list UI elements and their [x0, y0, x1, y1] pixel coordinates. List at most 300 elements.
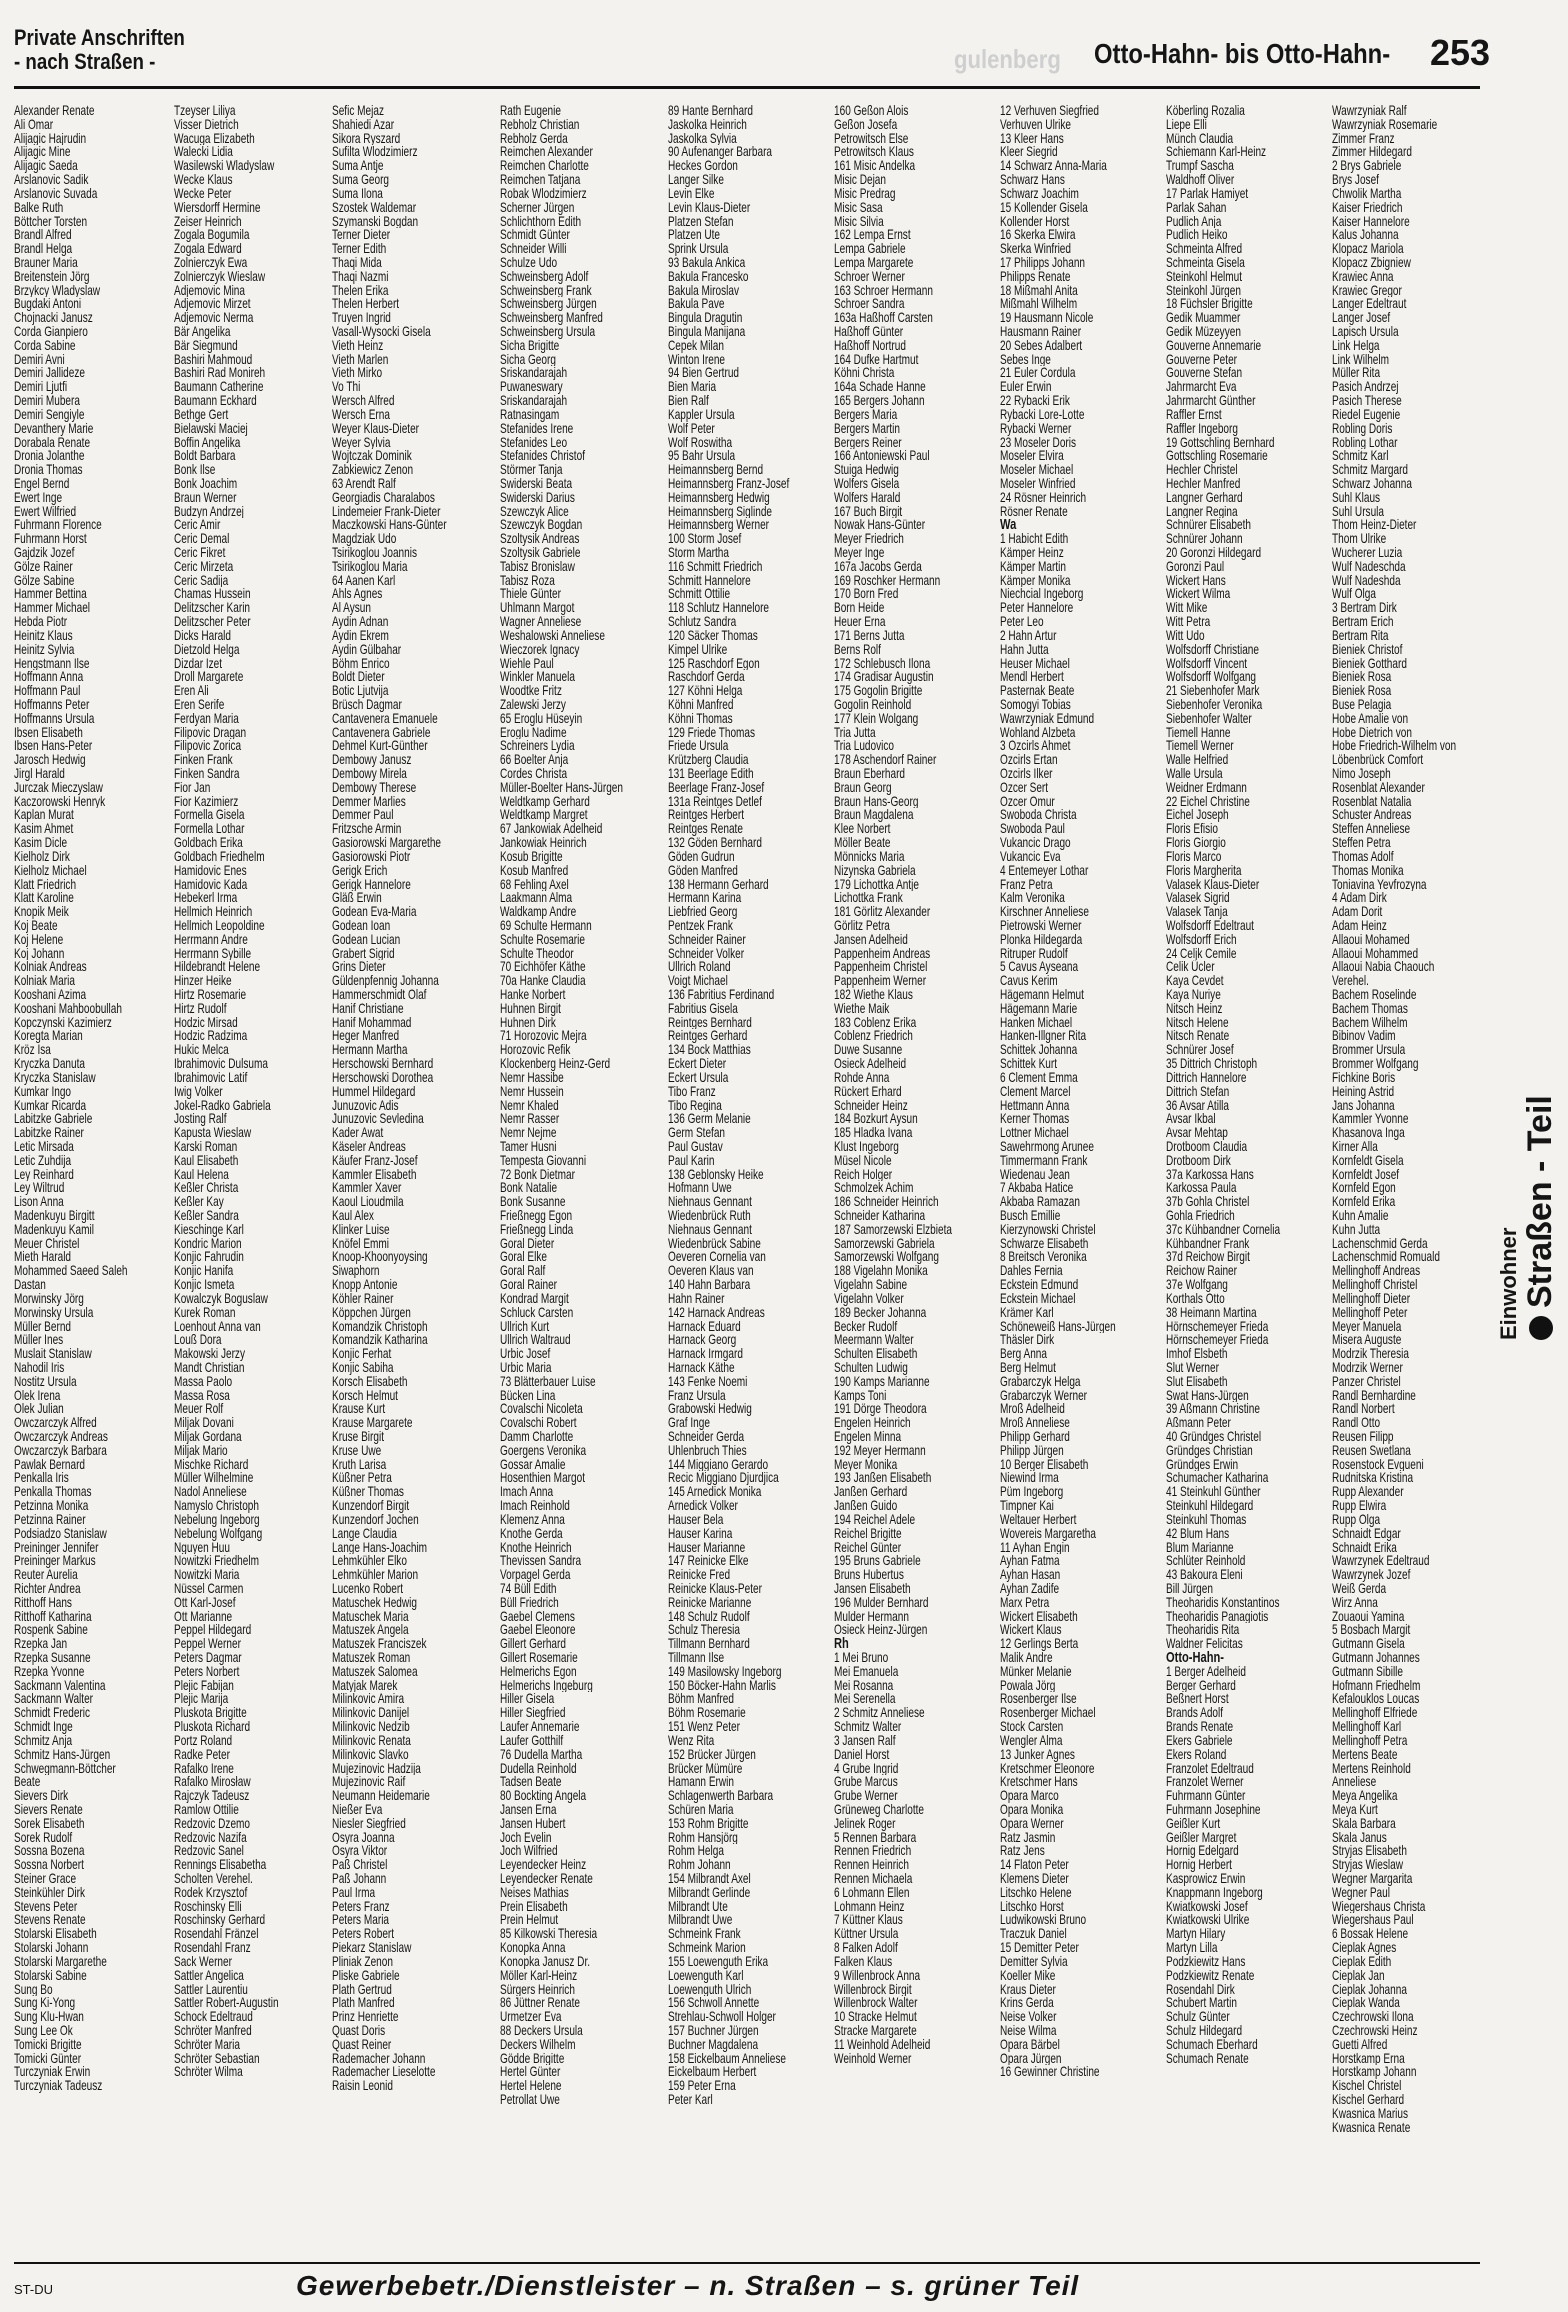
directory-entry: Krawiec Anna	[1332, 269, 1394, 284]
directory-entry: Kwasnica Renate	[1332, 2120, 1411, 2135]
directory-entry: Bugdaki Antoni	[14, 297, 82, 312]
directory-entry: Ozcirls Ertan	[1000, 753, 1058, 767]
directory-entry: Schnürer Elisabeth	[1166, 518, 1251, 533]
directory-entry: 89 Hante Bernhard	[668, 104, 754, 118]
directory-entry: Bonk Natalie	[500, 1181, 558, 1196]
directory-entry: Prein Helmut	[500, 1913, 559, 1928]
directory-entry: Pappenheim Andreas	[834, 946, 931, 961]
directory-entry: Milinkovic Danijel	[332, 1706, 410, 1721]
directory-entry: Demmer Paul	[332, 808, 394, 823]
directory-entry: Schmitz Walter	[834, 1720, 902, 1734]
directory-entry: Küßner Thomas	[332, 1485, 404, 1500]
directory-entry: Witt Mike	[1166, 601, 1208, 616]
directory-entry: Kondrad Margit	[500, 1291, 569, 1306]
directory-entry: Modrzik Theresia	[1332, 1347, 1409, 1361]
directory-entry: Zabkiewicz Zenon	[332, 463, 414, 477]
directory-entry: Dronia Jolanthe	[14, 449, 85, 464]
directory-entry: Boffin Angelika	[174, 435, 241, 450]
directory-entry: Korthals Otto	[1166, 1291, 1225, 1306]
directory-entry: 131a Reintges Detlef	[668, 794, 762, 809]
directory-entry: Ceric Fikret	[174, 546, 226, 560]
directory-entry: Krämer Karl	[1000, 1305, 1054, 1320]
directory-entry: Wiedenau Jean	[1000, 1167, 1070, 1182]
directory-entry: Covalschi Nicoleta	[500, 1402, 583, 1417]
directory-entry: Celik Ücler	[1166, 960, 1215, 975]
directory-entry: Nitsch Renate	[1166, 1029, 1230, 1044]
directory-entry: Hammer Michael	[14, 601, 91, 616]
directory-entry: 181 Görlitz Alexander	[834, 905, 931, 919]
directory-entry: Dembowy Janusz	[332, 753, 412, 767]
directory-entry: Hechler Manfred	[1166, 476, 1241, 491]
directory-entry: Suma Antje	[332, 159, 384, 174]
directory-entry: Frießnegg Linda	[500, 1222, 574, 1237]
directory-entry: Wulf Nadeschda	[1332, 559, 1406, 574]
directory-entry: Gasiorowski Piotr	[332, 849, 411, 864]
directory-entry: Hellmich Leopoldine	[174, 918, 265, 933]
directory-entry: 195 Bruns Gabriele	[834, 1554, 921, 1569]
directory-entry: Wagner Anneliese	[500, 615, 582, 629]
directory-entry: Mroß Anneliese	[1000, 1416, 1070, 1430]
directory-entry: Podzkiewitz Renate	[1166, 1968, 1255, 1983]
directory-entry: Dizdar Izet	[174, 656, 223, 671]
directory-entry: Gillert Rosemarie	[500, 1651, 578, 1665]
directory-entry: Rupp Alexander	[1332, 1485, 1404, 1500]
directory-entry: Filipovic Dragan	[174, 725, 247, 740]
directory-entry: Uhlenbruch Thies	[668, 1443, 747, 1458]
directory-entry: 5 Rennen Barbara	[834, 1830, 917, 1845]
directory-entry: Avsar Mehtap	[1166, 1126, 1228, 1140]
directory-entry: Peter Karl	[668, 2093, 713, 2107]
directory-entry: Pentzek Frank	[668, 918, 733, 933]
directory-entry: Schulze Udo	[500, 255, 558, 270]
directory-entry: Herrmann Sybille	[174, 946, 252, 961]
directory-entry: Nemr Hassibe	[500, 1070, 564, 1085]
directory-entry: Plejic Marija	[174, 1692, 229, 1707]
directory-entry: Platzen Stefan	[668, 214, 734, 229]
directory-entry: Georgiadis Charalabos	[332, 490, 435, 505]
directory-entry: Reuter Aurelia	[14, 1568, 78, 1582]
directory-column	[1000, 104, 1128, 2262]
directory-entry: Gerigk Hannelore	[332, 877, 411, 892]
directory-entry: Gaebel Eleonore	[500, 1623, 576, 1638]
directory-entry: Käseler Andreas	[332, 1139, 406, 1154]
directory-entry: 16 Gewinner Christine	[1000, 2065, 1100, 2080]
directory-entry: Matuschek Maria	[332, 1609, 409, 1624]
directory-entry: Kämper Monika	[1000, 573, 1071, 588]
directory-entry: Tadsen Beate	[500, 1775, 562, 1790]
directory-entry: 3 Bertram Dirk	[1332, 601, 1397, 616]
directory-entry: Möller Beate	[834, 836, 891, 850]
directory-entry: Liepe Elli	[1166, 117, 1207, 132]
directory-entry: 42 Blum Hans	[1166, 1526, 1230, 1541]
directory-entry: Dittrich Hannelore	[1166, 1070, 1247, 1085]
directory-entry: Heimannsberg Hedwig	[668, 490, 770, 505]
directory-entry: Petrollat Uwe	[500, 2093, 560, 2107]
directory-entry: Ibrahimovic Latif	[174, 1070, 248, 1085]
directory-entry: Quast Reiner	[332, 2037, 392, 2052]
directory-entry: Hamann Erwin	[668, 1775, 734, 1790]
directory-entry: Kumkar Ricarda	[14, 1098, 87, 1113]
directory-entry: Hodzic Mirsad	[174, 1015, 238, 1030]
directory-entry: Jaskolka Sylvia	[668, 131, 737, 146]
directory-entry: Tsirikoglou Joannis	[332, 546, 417, 560]
directory-entry: 138 Hermann Gerhard	[668, 877, 769, 892]
directory-entry: Hauser Karina	[668, 1526, 733, 1541]
directory-entry: Adam Heinz	[1332, 918, 1387, 933]
directory-entry: Helmerichs Ingeburg	[500, 1678, 593, 1693]
directory-entry: Niehnaus Gennant	[668, 1195, 752, 1209]
directory-entry: 152 Brücker Jürgen	[668, 1747, 756, 1762]
directory-entry: Kretschmer Hans	[1000, 1775, 1078, 1790]
directory-entry: Lucenko Robert	[332, 1581, 404, 1596]
directory-entry: Demiri Ljutfi	[14, 380, 68, 395]
directory-entry: Scholten Verehel.	[174, 1872, 253, 1886]
directory-entry: Ramlow Ottilie	[174, 1802, 239, 1817]
directory-entry: Bashiri Rad Monireh	[174, 366, 266, 381]
directory-entry: Suma Ilona	[332, 186, 383, 201]
directory-entry: Heuser Michael	[1000, 656, 1070, 671]
directory-entry: Labitzke Gabriele	[14, 1112, 93, 1127]
directory-entry: Bien Maria	[668, 380, 717, 395]
directory-entry: Ratnasingam	[500, 407, 560, 422]
directory-entry: Heuer Erna	[834, 615, 886, 629]
directory-entry: Pluskota Richard	[174, 1720, 251, 1734]
directory-entry: Rodek Krzysztof	[174, 1885, 248, 1900]
directory-entry: Swiderski Beata	[500, 476, 573, 491]
directory-entry: Demiri Avni	[14, 352, 65, 367]
directory-entry: Meuer Rolf	[174, 1402, 224, 1417]
directory-entry: Toniavina Yevfrozyna	[1332, 877, 1427, 892]
directory-entry: Timpner Kai	[1000, 1499, 1054, 1513]
directory-entry: Mujezinovic Raif	[332, 1775, 406, 1790]
directory-entry: 18 Mißmahl Anita	[1000, 283, 1078, 298]
directory-entry: 118 Schlutz Hannelore	[668, 601, 770, 616]
directory-entry: Traczuk Daniel	[1000, 1927, 1067, 1942]
directory-entry: Moseler Michael	[1000, 463, 1074, 477]
directory-entry: 4 Adam Dirk	[1332, 891, 1387, 906]
directory-entry: 190 Kamps Marianne	[834, 1374, 930, 1389]
directory-entry: Niehnaus Gennant	[668, 1222, 752, 1237]
directory-entry: Klust Ingeborg	[834, 1139, 899, 1154]
directory-entry: 13 Junker Agnes	[1000, 1747, 1075, 1762]
directory-entry: Wecke Klaus	[174, 173, 233, 187]
directory-entry: Tomicki Günter	[14, 2051, 82, 2066]
directory-entry: Opara Monika	[1000, 1802, 1064, 1817]
directory-entry: Kieschinge Karl	[174, 1222, 244, 1237]
directory-entry: Filipovic Zorica	[174, 739, 242, 754]
directory-entry: Mellinghoff Christel	[1332, 1278, 1418, 1292]
directory-entry: Mei Emanuela	[834, 1664, 899, 1679]
directory-entry: Lempa Gabriele	[834, 242, 906, 256]
directory-entry: Lachenschmid Romuald	[1332, 1250, 1440, 1265]
directory-column	[834, 104, 962, 2262]
directory-entry: Gründges Erwin	[1166, 1457, 1239, 1472]
directory-entry: Schlagenwerth Barbara	[668, 1789, 774, 1803]
directory-entry: Heimannsberg Bernd	[668, 463, 764, 477]
directory-entry: Dorabala Renate	[14, 435, 91, 450]
directory-entry: Nemr Hussein	[500, 1084, 564, 1099]
directory-entry: Brommer Ursula	[1332, 1043, 1406, 1058]
directory-entry: Slut Elisabeth	[1166, 1374, 1228, 1389]
directory-entry: Drotboom Dirk	[1166, 1153, 1231, 1168]
directory-entry: Kruse Uwe	[332, 1443, 382, 1458]
directory-entry: 37d Reichow Birgit	[1166, 1250, 1250, 1265]
directory-entry: Bakula Pave	[668, 297, 725, 312]
directory-entry: Hörnschemeyer Frieda	[1166, 1319, 1269, 1334]
directory-entry: Corda Gianpiero	[14, 325, 88, 339]
directory-entry: Josting Ralf	[174, 1112, 227, 1127]
directory-entry: Kefalouklos Loucas	[1332, 1692, 1420, 1707]
directory-entry: Schulte Theodor	[500, 946, 574, 961]
directory-entry: Kaiser Hannelore	[1332, 214, 1410, 229]
directory-entry: Trumpf Sascha	[1166, 159, 1234, 174]
directory-entry: Sriskandarajah	[500, 394, 568, 408]
directory-entry: Mißmahl Wilhelm	[1000, 297, 1078, 312]
directory-entry: 193 Janßen Elisabeth	[834, 1471, 932, 1486]
directory-entry: Walle Helfried	[1166, 753, 1229, 767]
directory-entry: Rennen Friedrich	[834, 1844, 912, 1859]
directory-entry: Preininger Jennifer	[14, 1540, 99, 1555]
directory-entry: Kosub Manfred	[500, 863, 569, 878]
directory-entry: 132 Göden Bernhard	[668, 836, 762, 850]
directory-entry: Skala Barbara	[1332, 1816, 1396, 1831]
directory-entry: Wulf Olga	[1332, 587, 1376, 602]
directory-entry: Böhm Manfred	[668, 1692, 734, 1707]
directory-entry: Reintges Gerhard	[668, 1029, 748, 1044]
directory-entry: Deckers Wilhelm	[500, 2037, 576, 2052]
directory-entry: 20 Sebes Adalbert	[1000, 338, 1083, 353]
directory-entry: Goral Elke	[500, 1250, 547, 1265]
directory-entry: Laakmann Alma	[500, 891, 573, 906]
directory-entry: Schmidt Inge	[14, 1720, 73, 1734]
directory-entry: Müller Rita	[1332, 366, 1381, 381]
directory-entry: Jurczak Mieczyslaw	[14, 780, 103, 795]
directory-entry: Suhl Klaus	[1332, 490, 1381, 505]
directory-entry: Otto-Hahn-	[1166, 1651, 1224, 1665]
directory-entry: Jokel-Radko Gabriela	[174, 1098, 271, 1113]
directory-entry: Schubert Martin	[1166, 1996, 1238, 2011]
directory-entry: Opara Bärbel	[1000, 2037, 1060, 2052]
directory-entry: Stevens Peter	[14, 1899, 78, 1914]
directory-entry: Cantavenera Gabriele	[332, 725, 431, 740]
directory-entry: 22 Rybacki Erik	[1000, 394, 1070, 408]
directory-entry: Turczyniak Tadeusz	[14, 2079, 103, 2093]
directory-entry: Sackmann Walter	[14, 1692, 94, 1707]
directory-entry: Schmitz Margard	[1332, 463, 1409, 477]
directory-entry: Meyer Friedrich	[834, 532, 904, 546]
directory-entry: Franzolet Edeltraud	[1166, 1761, 1254, 1776]
directory-entry: Fuhrmann Florence	[14, 518, 102, 533]
directory-entry: Lison Anna	[14, 1195, 64, 1209]
directory-entry: Konopka Janusz Dr.	[500, 1954, 591, 1969]
directory-entry: Bergers Martin	[834, 421, 900, 436]
directory-entry: Kuhn Amalie	[1332, 1209, 1389, 1223]
directory-entry: Floris Marco	[1166, 849, 1222, 864]
directory-entry: Schüren Maria	[668, 1802, 734, 1817]
section-title-line1: Private Anschriften	[14, 25, 185, 50]
directory-entry: Ekers Gabriele	[1166, 1733, 1233, 1748]
directory-entry: 36 Avsar Atilla	[1166, 1098, 1230, 1113]
directory-entry: Meermann Walter	[834, 1333, 914, 1348]
directory-entry: 196 Mulder Bernhard	[834, 1595, 929, 1610]
header-divider	[14, 86, 1480, 89]
directory-entry: Lehmkühler Elko	[332, 1554, 407, 1569]
directory-entry: Hobe Dietrich von	[1332, 725, 1412, 740]
directory-entry: Nitsch Helene	[1166, 1015, 1229, 1030]
directory-entry: Hägemann Helmut	[1000, 988, 1084, 1002]
directory-entry: Aydin Adnan	[332, 615, 389, 629]
directory-entry: Fichkine Boris	[1332, 1070, 1396, 1085]
directory-entry: Ceric Demal	[174, 532, 230, 546]
directory-entry: Tsirikoglou Maria	[332, 559, 408, 574]
directory-entry: Schöneweiß Hans-Jürgen	[1000, 1319, 1116, 1334]
directory-entry: Pluskota Brigitte	[174, 1706, 247, 1721]
directory-entry: Jansen Erna	[500, 1802, 557, 1817]
directory-entry: Mertens Beate	[1332, 1747, 1398, 1762]
directory-entry: Wiersdorff Hermine	[174, 200, 261, 215]
directory-entry: Wickert Wilma	[1166, 587, 1231, 602]
directory-entry: 136 Germ Melanie	[668, 1112, 751, 1127]
street-range: Otto-Hahn- bis Otto-Hahn-	[1094, 38, 1391, 69]
directory-entry: Sürgers Heinrich	[500, 1982, 575, 1997]
directory-entry: Milbrandt Ute	[668, 1899, 728, 1914]
directory-entry: Lange Claudia	[332, 1526, 397, 1541]
directory-entry: 37b Gohla Christel	[1166, 1195, 1250, 1209]
directory-entry: Steinkuhl Hildegard	[1166, 1499, 1254, 1513]
directory-column	[14, 104, 142, 2262]
directory-entry: Letic Zuhdija	[14, 1153, 72, 1168]
directory-entry: 9 Willenbrock Anna	[834, 1968, 921, 1983]
directory-entry: Link Wilhelm	[1332, 352, 1390, 367]
directory-entry: Visser Dietrich	[174, 117, 239, 132]
directory-entry: Petrowitsch Else	[834, 131, 909, 146]
directory-entry: Hamidovic Kada	[174, 877, 248, 892]
directory-entry: Hengstmann Ilse	[14, 656, 90, 671]
directory-entry: Keßler Christa	[174, 1181, 239, 1196]
directory-entry: Fuhrmann Horst	[14, 532, 87, 546]
directory-entry: Schmitt Hannelore	[668, 573, 751, 588]
directory-entry: Raffler Ingeborg	[1166, 421, 1238, 436]
directory-entry: Stryjas Wieslaw	[1332, 1858, 1403, 1872]
directory-entry: Ceric Amir	[174, 518, 221, 533]
directory-entry: Redzovic Nazifa	[174, 1830, 247, 1845]
directory-entry: Knothe Heinrich	[500, 1540, 572, 1555]
directory-entry: Reinicke Marianne	[668, 1595, 752, 1610]
directory-entry: Meyer Inge	[834, 546, 885, 560]
directory-entry: Nebelung Wolfgang	[174, 1526, 263, 1541]
directory-entry: Pasich Therese	[1332, 394, 1402, 408]
directory-entry: Zeiser Heinrich	[174, 214, 242, 229]
bullet-dot-icon	[1529, 1316, 1553, 1340]
directory-entry: Skerka Winfried	[1000, 242, 1072, 256]
directory-entry: Reimchen Charlotte	[500, 159, 589, 174]
directory-entry: Thomas Adolf	[1332, 849, 1394, 864]
directory-entry: Klatt Karoline	[14, 891, 74, 906]
directory-entry: 160 Geßon Alois	[834, 104, 909, 118]
directory-entry: Hermann Karina	[668, 891, 742, 906]
directory-entry: 120 Säcker Thomas	[668, 628, 758, 643]
directory-entry: Wolfsdorff Erich	[1166, 932, 1237, 947]
side-tab-big	[1522, 1040, 1558, 1340]
directory-entry: Braun Werner	[174, 490, 237, 505]
directory-entry: Thom Heinz-Dieter	[1332, 518, 1417, 533]
directory-entry: Tillmann Ilse	[668, 1651, 725, 1665]
directory-entry: 7 Küttner Klaus	[834, 1913, 903, 1928]
directory-entry: 167 Buch Birgit	[834, 504, 903, 519]
directory-entry: Czechrowski Ilona	[1332, 2010, 1414, 2024]
directory-entry: Levin Elke	[668, 186, 715, 201]
directory-entry: Akbaba Ramazan	[1000, 1195, 1080, 1209]
directory-entry: Möller Karl-Heinz	[500, 1968, 578, 1983]
directory-entry: Nimo Joseph	[1332, 767, 1391, 781]
directory-entry: Keßler Sandra	[174, 1209, 239, 1223]
directory-entry: Horstkamp Johann	[1332, 2065, 1417, 2080]
directory-entry: Peter Hannelore	[1000, 601, 1074, 616]
directory-entry: Hoffmann Anna	[14, 670, 84, 685]
directory-entry: Rupp Olga	[1332, 1512, 1381, 1527]
directory-entry: Hinzer Heike	[174, 974, 232, 988]
directory-entry: Kaplan Murat	[14, 808, 74, 823]
directory-entry: Plath Gertrud	[332, 1982, 392, 1997]
directory-entry: Wawrzyniak Edmund	[1000, 711, 1095, 726]
directory-entry: Tibo Franz	[668, 1084, 716, 1099]
directory-entry: Peters Robert	[332, 1927, 395, 1942]
directory-entry: Lempa Margarete	[834, 255, 914, 270]
directory-entry: Iwig Volker	[174, 1084, 223, 1099]
directory-entry: Löbenbrück Comfort	[1332, 753, 1424, 767]
directory-entry: Bien Ralf	[668, 394, 709, 408]
directory-entry: Finken Sandra	[174, 767, 240, 781]
directory-entry: Kumkar Ingo	[14, 1084, 72, 1099]
directory-entry: Pawlak Bernard	[14, 1457, 86, 1472]
directory-entry: Vigelahn Volker	[834, 1291, 904, 1306]
directory-entry: Tzeyser Liliya	[174, 104, 236, 118]
directory-entry: Hiller Siegfried	[500, 1706, 566, 1721]
directory-entry: 5 Bosbach Margit	[1332, 1623, 1411, 1638]
directory-entry: Sorek Elisabeth	[14, 1816, 85, 1831]
directory-entry: Madenkuyu Birgitt	[14, 1209, 95, 1223]
directory-entry: Knopik Meik	[14, 905, 69, 919]
directory-entry: Klee Norbert	[834, 822, 891, 837]
directory-entry: Kimpel Ulrike	[668, 642, 728, 657]
directory-entry: Terner Dieter	[332, 228, 391, 243]
directory-entry: Klemens Dieter	[1000, 1872, 1069, 1886]
directory-entry: Urmetzer Eva	[500, 2010, 562, 2024]
directory-entry: 131 Beerlage Edith	[668, 767, 754, 781]
directory-entry: Herrmann Andre	[174, 932, 248, 947]
directory-entry: Reusen Swetlana	[1332, 1443, 1411, 1458]
directory-entry: Berns Rolf	[834, 642, 881, 657]
directory-entry: Aydin Gülbahar	[332, 642, 402, 657]
directory-entry: Wawrzyniak Ralf	[1332, 104, 1407, 118]
directory-entry: Valasek Sigrid	[1166, 891, 1230, 906]
directory-entry: Kammler Yvonne	[1332, 1112, 1409, 1127]
directory-entry: Kwiatkowski Ulrike	[1166, 1913, 1250, 1928]
directory-entry: Eickelbaum Herbert	[668, 2065, 757, 2080]
directory-entry: Robling Doris	[1332, 421, 1393, 436]
directory-entry: Mieth Harald	[14, 1250, 72, 1265]
directory-entry: Kaiser Friedrich	[1332, 200, 1403, 215]
directory-entry: Ratz Jasmin	[1000, 1830, 1056, 1845]
directory-entry: Chamas Hussein	[174, 587, 251, 602]
directory-entry: 24 Rösner Heinrich	[1000, 490, 1087, 505]
directory-entry: Pappenheim Werner	[834, 974, 927, 988]
directory-entry: Ibsen Hans-Peter	[14, 739, 93, 754]
directory-entry: Thaqi Nazmi	[332, 269, 389, 284]
directory-entry: Ley Reinhard	[14, 1167, 74, 1182]
directory-entry: Mendl Herbert	[1000, 670, 1064, 685]
directory-entry: Hanke Norbert	[500, 988, 566, 1002]
